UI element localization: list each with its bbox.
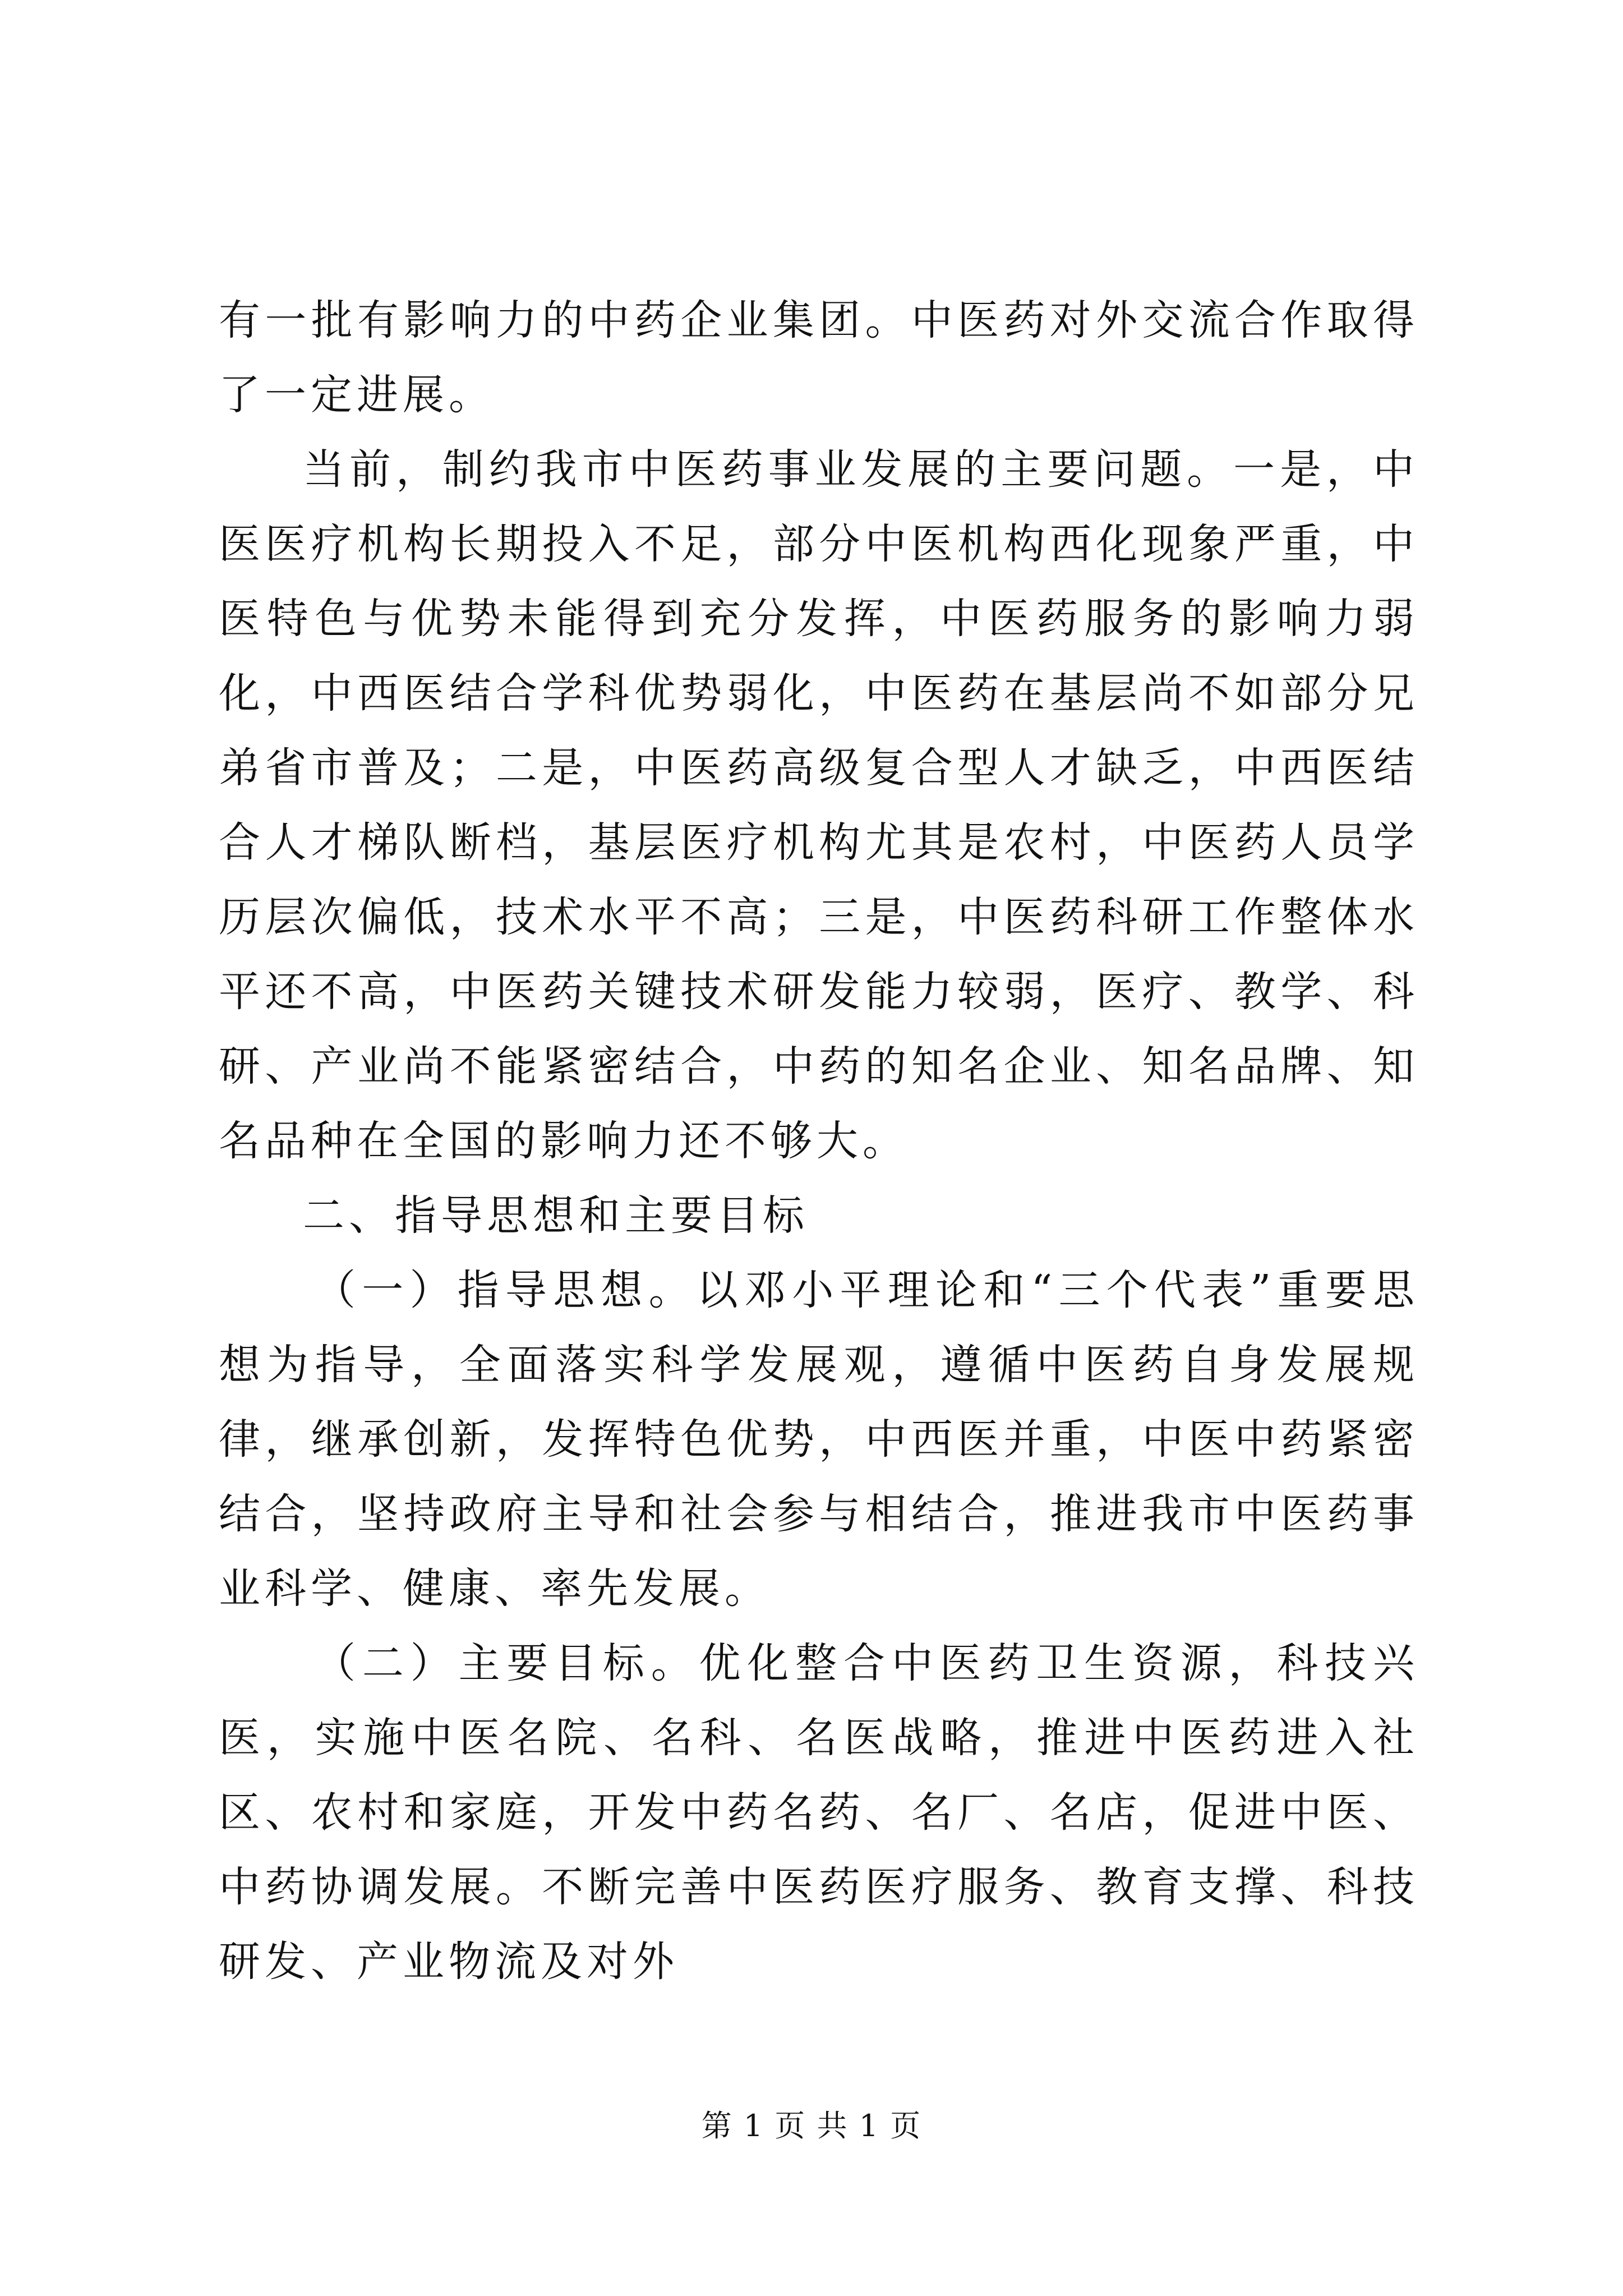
paragraph-problems: 当前，制约我市中医药事业发展的主要问题。一是，中医医疗机构长期投入不足，部分中医机构西化现象严重，中医特色与优势未能得到充分发挥，中医药服务的影响力弱化，中西医结合学科优势弱化，中医药在基层尚不如部分兄弟省市普及；二是，中医药高级复合型人才缺乏，中西医结合人才梯队断档，基层医疗机构尤其是农村，中医药人员学历层次偏低，技术水平不高；三是，中医药科研工作整体水平还不高，中医药关键技术研发能力较弱，医疗、教学、科研、产业尚不能紧密结合，中药的知名企业、知名品牌、知名品种在全国的影响力还不够大。 <box>219 445 1419 1165</box>
paragraph-guiding-ideology: （一）指导思想。以邓小平理论和“三个代表”重要思想为指导，全面落实科学发展观，遵循中医药自身发展规律，继承创新，发挥特色优势，中西医并重，中医中药紧密结合，坚持政府主导和社会参与相结合，推进我市中医药事业科学、健康、率先发展。 <box>219 1266 1419 1613</box>
paragraph-continuation: 有一批有影响力的中药企业集团。中医药对外交流合作取得了一定进展。 <box>219 296 1419 419</box>
document-body <box>219 283 1419 1999</box>
section-heading: 二、指导思想和主要目标 <box>303 1191 809 1240</box>
paragraph-main-goals: （二）主要目标。优化整合中医药卫生资源，科技兴医，实施中医名院、名科、名医战略，推进中医药进入社区、农村和家庭，开发中药名药、名厂、名店，促进中医、中药协调发展。不断完善中医药医疗服务、教育支撑、科技研发、产业物流及对外 <box>219 1639 1419 1986</box>
page-footer: 第 1 页 共 1 页 <box>701 2108 922 2143</box>
